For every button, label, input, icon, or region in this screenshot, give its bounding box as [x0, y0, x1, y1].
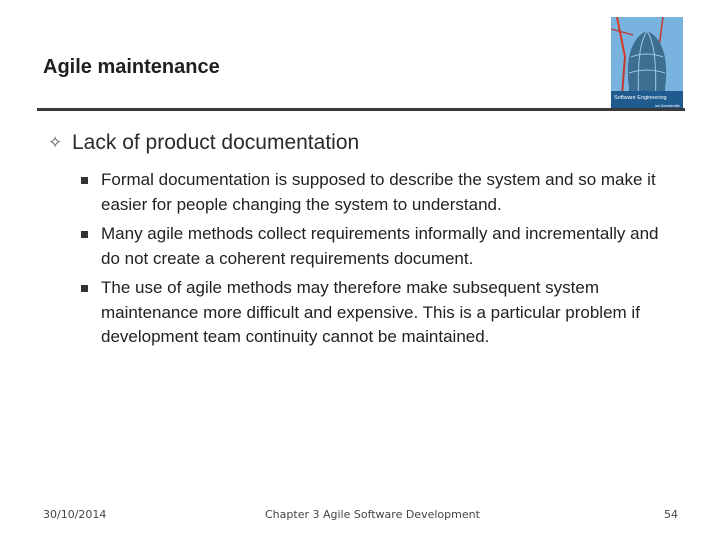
square-bullet-icon: [81, 285, 88, 292]
sub-bullet: [80, 168, 680, 217]
sub-bullet: [80, 276, 680, 350]
book-cover-image: [611, 17, 683, 108]
footer-date: 30/10/2014: [43, 508, 107, 521]
sub-bullet: [80, 222, 680, 271]
sub-bullet-list: [80, 168, 680, 355]
main-bullet: [48, 131, 359, 155]
four-pointed-star-icon: ✧: [48, 133, 63, 152]
sub-bullet-text: Many agile methods collect requirements informally and incrementally and do not create a coherent requirements document.: [101, 224, 659, 268]
square-bullet-icon: [81, 231, 88, 238]
cover-subtitle: Ian Sommerville: [654, 104, 680, 108]
square-bullet-icon: [81, 177, 88, 184]
footer-chapter: Chapter 3 Agile Software Development: [265, 508, 480, 521]
sub-bullet-text: The use of agile methods may therefore make subsequent system maintenance more difficult and expensive. This is a particular problem if development team continuity cannot be maintained.: [101, 278, 640, 346]
main-bullet-text: Lack of product documentation: [72, 131, 360, 154]
sub-bullet-text: Formal documentation is supposed to describe the system and so make it easier for people changing the system to understand.: [101, 170, 656, 214]
cover-title: Software Engineering: [614, 95, 667, 101]
slide-title: Agile maintenance: [43, 56, 220, 78]
footer-page-number: 54: [664, 508, 678, 521]
title-divider: [37, 108, 685, 111]
